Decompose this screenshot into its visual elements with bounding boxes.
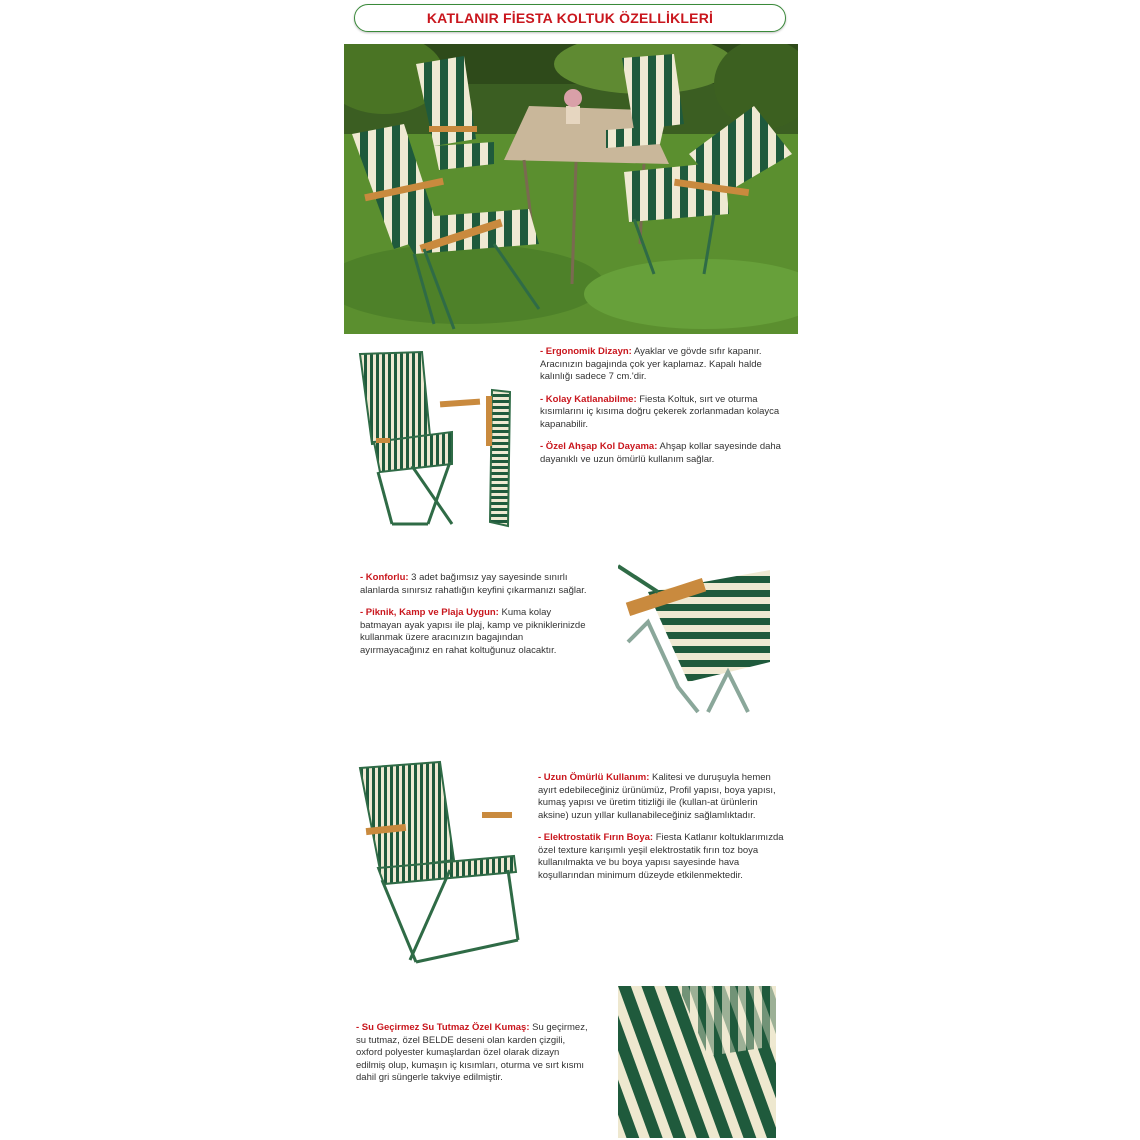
page-title: KATLANIR FİESTA KOLTUK ÖZELLİKLERİ: [426, 10, 714, 26]
hero-photo-garden-set: [344, 44, 798, 334]
feature-electrostatic-paint: - Elektrostatik Fırın Boya: Fiesta Katlanır koltuklarımızda özel texture karışımlı yeşil elektrostatik fırın toz boya kullanılmakta ve bu boya yapısı sayesinde hava koşullarından minimum düzeyde etkilenmektedir.: [538, 832, 784, 881]
feature-ergonomic: - Ergonomik Dizayn: Ayaklar ve gövde sıfır kapanır. Aracınızın bagajında çok yer kaplamaz. Kapalı halde kalınlığı sadece 7 cm.'dir.: [540, 346, 762, 382]
feature-picnic-camp-beach: - Piknik, Kamp ve Plaja Uygun: Kuma kolay batmayan ayak yapısı ile plaj, kamp ve pikniklerinizde kullanmak üzere aracınızın bagajından ayırmayacağınız en rahat koltuğunuz olacaktır.: [360, 607, 586, 656]
armrest-closeup-image: [618, 562, 770, 714]
features-group-1: [540, 346, 790, 476]
features-group-4: [356, 1022, 588, 1095]
feature-wooden-armrest: - Özel Ahşap Kol Dayama: Ahşap kollar sayesinde daha dayanıklı ve uzun ömürlü kullanım sağlar.: [540, 441, 781, 465]
fabric-closeup-image: [618, 986, 776, 1138]
feature-comfort: - Konforlu: 3 adet bağımsız yay sayesinde sınırlı alanlarda sınırsız rahatlığın keyfini çıkarmanızı sağlar.: [360, 572, 587, 596]
page-title-banner: [354, 4, 786, 32]
feature-waterproof-fabric: - Su Geçirmez Su Tutmaz Özel Kumaş: Su geçirmez, su tutmaz, özel BELDE deseni olan karden çizgili, oxford polyester kumaşlardan özel olarak dizayn edilmiş olup, kumaşın iç kısımları, oturma ve sırt kısmı dahil gri süngerle takviye edilmiştir.: [356, 1022, 588, 1083]
chair-open-and-folded-image: [352, 346, 522, 536]
feature-long-life: - Uzun Ömürlü Kullanım: Kalitesi ve duruşuyla hemen ayırt edebileceğiniz ürünümüz, Profil yapısı, boya yapısı, kumaş yapısı ve üretim titizliği ile (kullan-at ürünlerin aksine) uzun yıllar kullanabileceğiniz sağlamlıktadır.: [538, 772, 776, 821]
features-group-3: [538, 772, 790, 892]
features-group-2: [360, 572, 588, 667]
feature-easy-folding: - Kolay Katlanabilme: Fiesta Koltuk, sırt ve oturma kısımlarını iç kısıma doğru çekerek zorlanmadan kolayca kapanabilir.: [540, 393, 780, 430]
chair-front-view-image: [354, 760, 524, 970]
